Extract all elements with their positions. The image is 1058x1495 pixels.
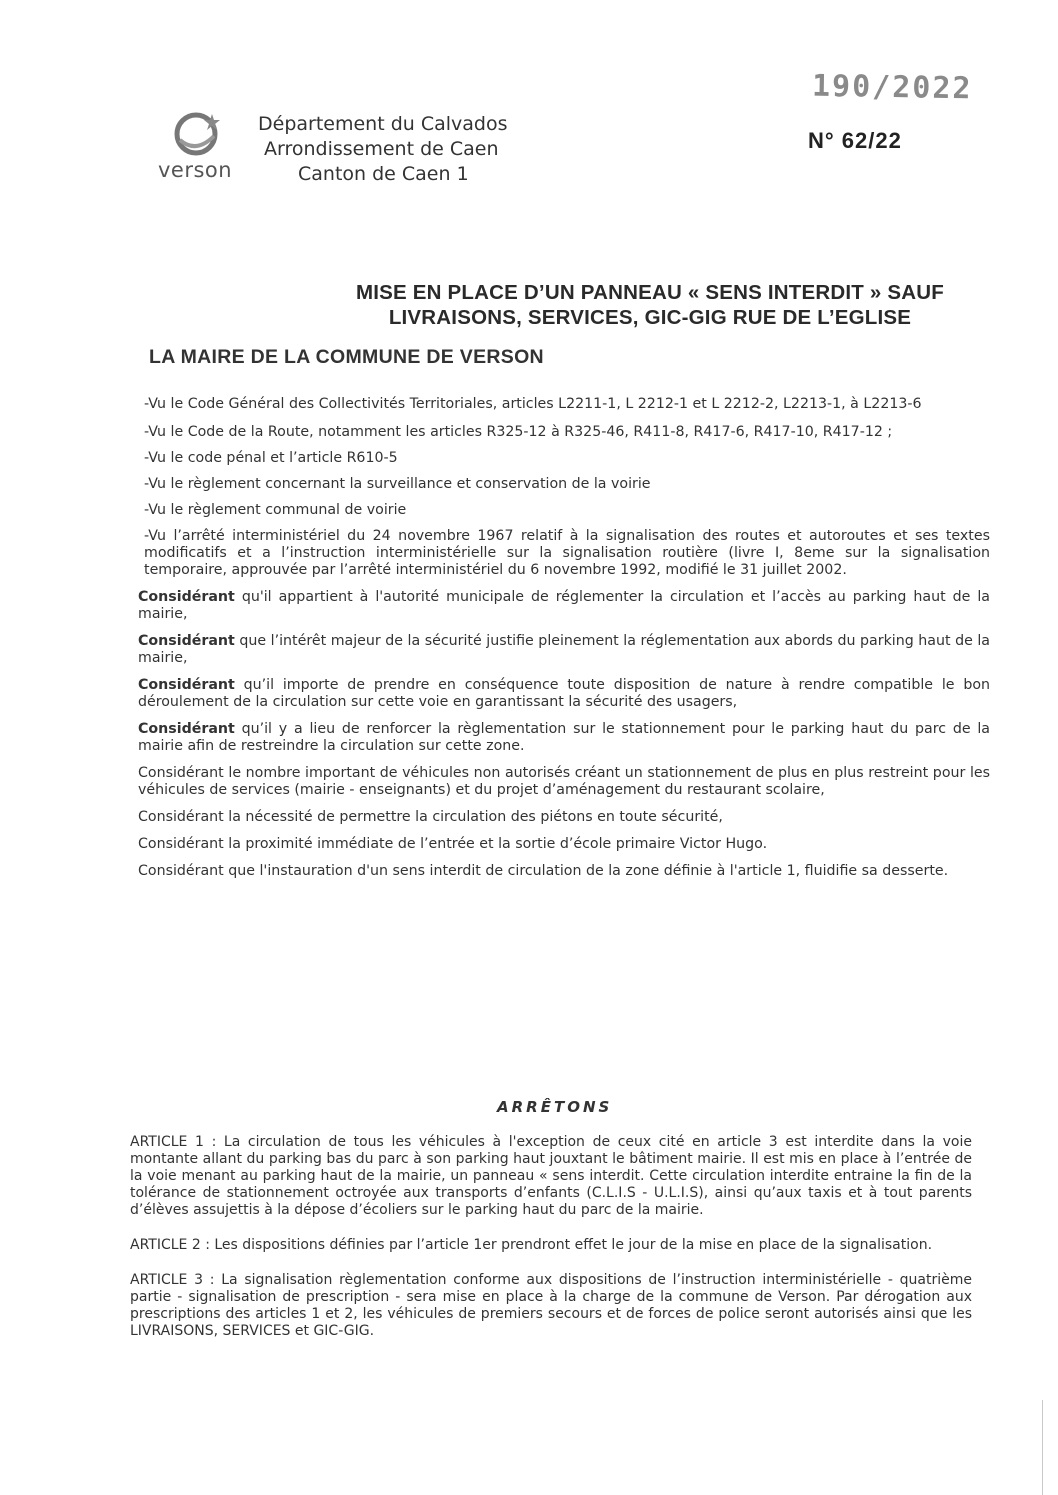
considerant-1: Considérant qu'il appartient à l'autorité municipale de réglementer la circulation et l’accès au parking haut de la mairie, xyxy=(138,589,991,622)
arrete-number: N° 62/22 xyxy=(808,128,902,153)
vu-code-penal: -Vu le code pénal et l’article R610-5 xyxy=(144,450,398,466)
vu-arrete-1967: -Vu l’arrêté interministériel du 24 novembre 1967 relatif à la signalisation des routes et autoroutes et ses textes modificatifs et a l’instruction interministérielle sur la signalisation routière (livre I, 8eme sur la signalisation temporaire, approuvée par l’arrêté interministériel du 6 novembre 1992, modifié le 31 juillet 2002. xyxy=(144,528,990,578)
arretons-heading: ARRÊTONS xyxy=(497,1098,613,1116)
scan-edge-line xyxy=(1042,1400,1043,1495)
considerant-3: Considérant qu’il importe de prendre en conséquence toute disposition de nature à rendre compatible le bon déroulement de la circulation sur cette voie en garantissant la sécurité des usagers, xyxy=(138,677,990,710)
title-line-2: LIVRAISONS, SERVICES, GIC-GIG RUE DE L’EGLISE xyxy=(388,306,912,329)
verson-emblem-icon xyxy=(170,110,226,160)
article-3: ARTICLE 3 : La signalisation règlementation conforme aux dispositions de l’instruction interministérielle - quatrième partie - signalisation de prescription - sera mise en place à la charge de la commune de Verson. Par dérogation aux prescriptions des articles 1 et 2, les véhicules de premiers secours et de forces de police seront autorisés ainsi que les LIVRAISONS, SERVICES et GIC-GIG. xyxy=(130,1272,972,1339)
considerant-5: Considérant le nombre important de véhicules non autorisés créant un stationnement de plus en plus restreint pour les véhicules de services (mairie - enseignants) et du projet d’aménagement du restaurant scolaire, xyxy=(138,765,991,798)
considerant-7: Considérant la proximité immédiate de l’entrée et la sortie d’école primaire Victor Hugo. xyxy=(138,836,768,852)
registry-stamp: 190/2022 xyxy=(811,68,973,107)
vu-code-route: -Vu le Code de la Route, notamment les articles R325-12 à R325-46, R411-8, R417-6, R417-10, R417-12 ; xyxy=(144,424,893,440)
department-line: Département du Calvados xyxy=(258,113,508,135)
preamble xyxy=(130,396,990,880)
document-title xyxy=(340,280,960,330)
considerant-2: Considérant que l’intérêt majeur de la sécurité justifie pleinement la réglementation aux abords du parking haut de la mairie, xyxy=(138,633,990,666)
arrondissement-line: Arrondissement de Caen xyxy=(264,138,499,160)
canton-line: Canton de Caen 1 xyxy=(298,163,469,185)
authority-heading: LA MAIRE DE LA COMMUNE DE VERSON xyxy=(149,346,544,368)
articles-section xyxy=(130,1134,972,1340)
article-2: ARTICLE 2 : Les dispositions définies par l’article 1er prendront effet le jour de la mise en place de la signalisation. xyxy=(130,1237,933,1253)
considerant-8: Considérant que l'instauration d'un sens interdit de circulation de la zone définie à l'article 1, fluidifie sa desserte. xyxy=(138,863,949,879)
considerant-4: Considérant qu’il y a lieu de renforcer la règlementation sur le stationnement pour le parking haut du parc de la mairie afin de restreindre la circulation sur cette zone. xyxy=(138,721,990,754)
verson-logo xyxy=(158,110,238,185)
administrative-header xyxy=(258,112,508,187)
logo-wordmark: verson xyxy=(158,158,233,182)
vu-reglement-communal: -Vu le règlement communal de voirie xyxy=(144,502,407,518)
title-line-1: MISE EN PLACE D’UN PANNEAU « SENS INTERDIT » SAUF xyxy=(355,281,945,304)
vu-reglement-voirie: -Vu le règlement concernant la surveillance et conservation de la voirie xyxy=(144,476,651,492)
considerant-6: Considérant la nécessité de permettre la circulation des piétons en toute sécurité, xyxy=(138,809,723,825)
vu-cgct: -Vu le Code Général des Collectivités Territoriales, articles L2211-1, L 2212-1 et L 2212-2, L2213-1, à L2213-6 xyxy=(144,396,922,412)
article-1: ARTICLE 1 : La circulation de tous les véhicules à l'exception de ceux cité en article 3 est interdite dans la voie montante allant du parking bas du parc à son parking haut jouxtant le bâtiment mairie. Il est mis en place à l’entrée de la voie menant au parking haut de la mairie, un panneau « sens interdit. Cette circulation interdite entraine la fin de la tolérance de stationnement octroyée aux transports d’enfants (C.L.I.S - U.L.I.S), ainsi qu’aux taxis et à tout parents d’élèves assujettis à la dépose d’écoliers sur le parking haut du parc de la mairie. xyxy=(130,1134,972,1218)
